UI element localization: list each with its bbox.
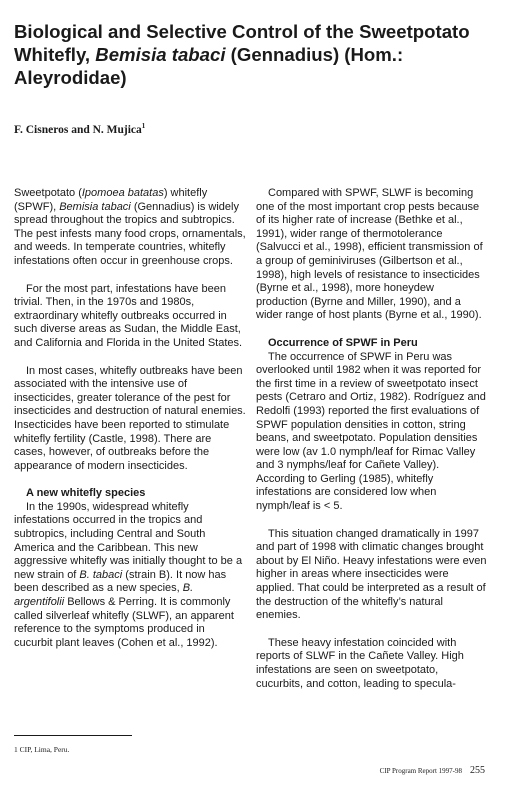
article-title	[14, 20, 484, 89]
text-run: (Gennadius) is widely spread throughout the tropics and subtropics. The pest infests many food crops, ornamentals, and weeds. In temperate countries, whitefly infestations often occur in greenhouse crops.	[14, 200, 246, 267]
title-species-name: Bemisia tabaci	[95, 44, 226, 65]
section-heading-new-species: A new whitefly species	[26, 487, 146, 500]
author-footnote-marker: 1	[141, 122, 146, 130]
page-number: 255	[470, 765, 485, 776]
section-heading-peru: Occurrence of SPWF in Peru	[268, 336, 418, 349]
right-column	[256, 187, 488, 705]
title-part-1: Biological and Selective Control of the Sweetpotato Whitefly,	[14, 21, 470, 65]
footnote-rule	[14, 735, 132, 736]
text-run: Bellows & Perring. It is commonly called silverleaf whitefly (SLWF), an apparent reference to the symptoms produced in cucurbit plant leaves (Cohen et al., 1992).	[14, 596, 234, 649]
left-paragraph-2: For the most part, infestations have been trivial. Then, in the 1970s and 1980s, extraordinary whitefly outbreaks occurred in such diverse areas as Sudan, the Middle East, and California and Florida in the United States.	[14, 282, 243, 349]
left-paragraph-1	[14, 187, 246, 269]
title-part-2: (Gennadius) (Hom.: Aleyrodidae)	[14, 44, 404, 88]
footer-report-name: CIP Program Report 1997-98	[379, 767, 462, 775]
text-run-italic: B. argentifolii	[14, 582, 194, 609]
author-line	[14, 122, 145, 136]
running-footer	[380, 765, 485, 776]
text-run: ) whitefly (SPWF),	[14, 187, 208, 213]
text-run: (strain B). It now has been described as a new species,	[14, 568, 227, 595]
footnote: 1 CIP, Lima, Peru.	[14, 745, 70, 754]
text-run: Sweetpotato (	[14, 187, 82, 199]
author-names: F. Cisneros and N. Mujica	[14, 123, 142, 136]
text-run-italic: Bemisia tabaci	[59, 200, 131, 213]
right-paragraph-4: These heavy infestation coincided with reports of SLWF in the Cañete Valley. High infestations are seen on sweetpotato, cucurbits, and cotton, leading to specula-	[256, 636, 464, 690]
left-paragraph-3: In most cases, whitefly outbreaks have been associated with the intensive use of insecticides, greater tolerance of the pest for insecticides and destruction of natural enemies. Insecticides have been reported to stimulate whitefly fertility (Castle, 1998). There are cases, however, of outbreaks before the appearance of modern insecticides.	[14, 364, 246, 472]
right-paragraph-2: The occurrence of SPWF in Peru was overlooked until 1982 when it was reported for the first time in a review of sweetpotato insect pests (Cetraro and Ortiz, 1982). Rodríguez and Redolfi (1993) reported the first evaluations of SPWF population densities in cotton, string beans, and sweetpotato. Population densities were low (av 1.0 nymph/leaf for Rimac Valley and 3 nymphs/leaf for Cañete Valley). According to Gerling (1985), whitefly infestations are considered low when nymph/leaf is < 5.	[256, 350, 486, 513]
right-paragraph-1: Compared with SPWF, SLWF is becoming one of the most important crop pests because of its higher rate of increase (Bethke et al., 1991), wider range of thermotolerance (Salvucci et al., 1998), efficient transmission of a group of geminiviruses (Gilbertson et al., 1998), high levels of resistance to insecticides (Byrne et al., 1998), more honeydew production (Byrne and Miller, 1990), and a wider range of host plants (Byrne et al., 1990).	[256, 187, 483, 322]
left-column	[14, 187, 246, 664]
right-paragraph-3: This situation changed dramatically in 1997 and part of 1998 with climatic changes brought about by El Niño. Heavy infestations were even higher in areas where insecticides were applied. That could be interpreted as a result of the destruction of the whitefly’s natural enemies.	[256, 527, 487, 622]
left-paragraph-4	[14, 501, 246, 651]
text-run-italic: Ipomoea batatas	[81, 187, 164, 199]
text-run: In the 1990s, widespread whitefly infestations occurred in the tropics and subtropics, including Central and South America and the Caribbean. This new aggressive whitefly was initially thought to be a new strain of	[14, 500, 243, 581]
text-run-italic: B. tabaci	[79, 568, 123, 581]
